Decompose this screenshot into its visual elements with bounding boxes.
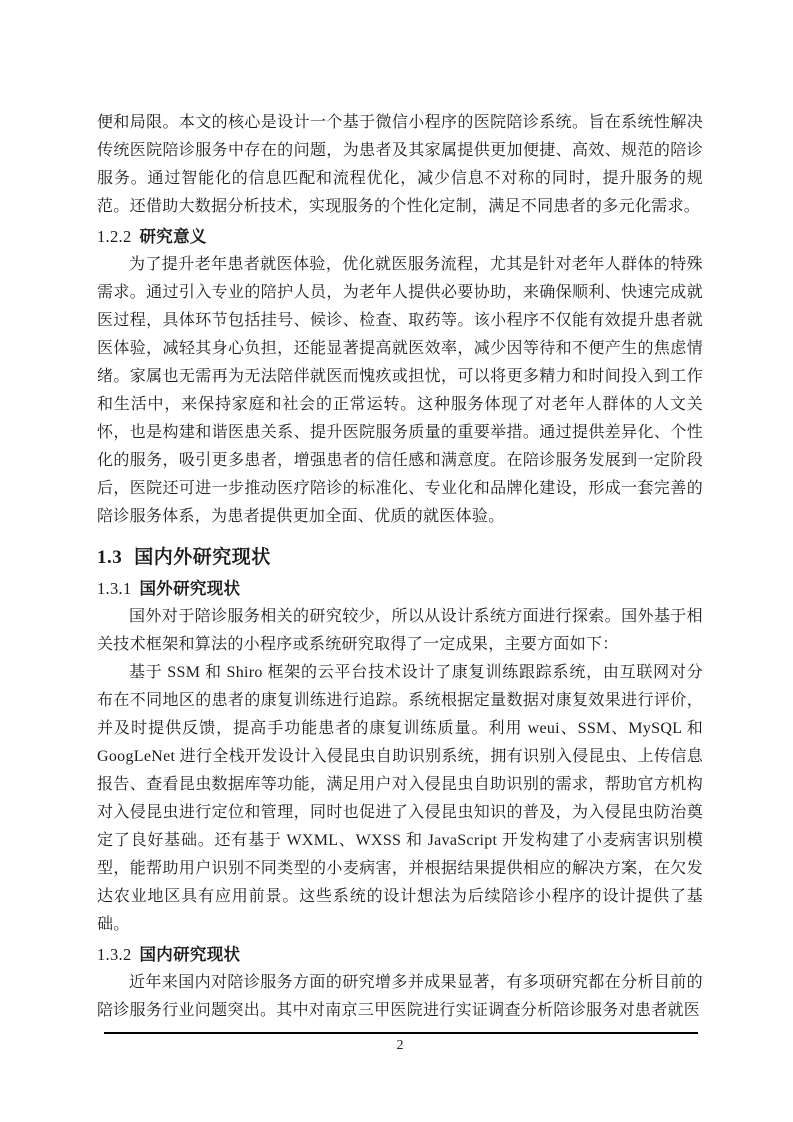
paragraph-intro-continuation: 便和局限。本文的核心是设计一个基于微信小程序的医院陪诊系统。旨在系统性解决传统医院陪诊服务中存在的问题，为患者及其家属提供更加便捷、高效、规范的陪诊服务。通过智能化的信息匹配和流程优化，减少信息不对称的同时，提升服务的规范。还借助大数据分析技术，实现服务的个性化定制，满足不同患者的多元化需求。: [97, 114, 703, 215]
page-number: 2: [396, 1038, 404, 1053]
paragraph-research-significance: 为了提升老年患者就医体验，优化就医服务流程，尤其是针对老年人群体的特殊需求。通过引入专业的陪护人员，为老年人提供必要协助，来确保顺利、快速完成就医过程，具体环节包括挂号、候诊、检查、取药等。该小程序不仅能有效提升患者就医体验，减轻其身心负担，还能显著提高就医效率，减少因等待和不便产生的焦虑情绪。家属也无需再为无法陪伴就医而愧疚或担忧，可以将更多精力和时间投入到工作和生活中，来保持家庭和社会的正常运转。这种服务体现了对老年人群体的人文关怀，也是构建和谐医患关系、提升医院服务质量的重要举措。通过提供差异化、个性化的服务，吸引更多患者，增强患者的信任感和满意度。在陪诊服务发展到一定阶段后，医院还可进一步推动医疗陪诊的标准化、专业化和品牌化建设，形成一套完善的陪诊服务体系，为患者提供更加全面、优质的就医体验。: [97, 256, 703, 525]
heading-number: 1.3.2: [97, 945, 132, 964]
heading-title: 研究意义: [139, 228, 207, 246]
paragraph-foreign-systems: 基于 SSM 和 Shiro 框架的云平台技术设计了康复训练跟踪系统，由互联网对分布在不同地区的患者的康复训练进行追踪。系统根据定量数据对康复效果进行评价，并及时提供反馈，提高手功能患者的康复训练质量。利用 weui、SSM、MySQL 和 GoogLeNet 进行全栈开发设计入侵昆虫自助识别系统，拥有识别入侵昆虫、上传信息报告、查看昆虫数据库等功能，满足用户对入侵昆虫自助识别的需求，帮助官方机构对入侵昆虫进行定位和管理，同时也促进了入侵昆虫知识的普及，为入侵昆虫防治奠定了良好基础。还有基于 WXML、WXSS 和 JavaScript 开发构建了小麦病害识别模型，能帮助用户识别不同类型的小麦病害，并根据结果提供相应的解决方案，在欠发达农业地区具有应用前景。这些系统的设计想法为后续陪诊小程序的设计提供了基础。: [97, 664, 703, 933]
paragraph-foreign-overview: 国外对于陪诊服务相关的研究较少，所以从设计系统方面进行探索。国外基于相关技术框架和算法的小程序或系统研究取得了一定成果，主要方面如下：: [97, 608, 703, 653]
heading-title: 国外研究现状: [139, 580, 241, 598]
heading-title: 国内外研究现状: [134, 547, 271, 568]
paragraph-domestic-overview: 近年来国内对陪诊服务方面的研究增多并成果显著，有多项研究都在分析目前的陪诊服务行业问题突出。其中对南京三甲医院进行实证调查分析陪诊服务对患者就医: [97, 974, 703, 1019]
footer-divider-line: [104, 1032, 698, 1034]
heading-1-3-research-status: [97, 543, 703, 573]
heading-1-2-2-research-significance: [97, 223, 703, 251]
heading-title: 国内研究现状: [139, 946, 241, 964]
heading-1-3-2-domestic-research: [97, 941, 703, 969]
heading-number: 1.2.2: [97, 227, 132, 246]
heading-number: 1.3: [97, 547, 123, 568]
heading-number: 1.3.1: [97, 579, 132, 598]
heading-1-3-1-foreign-research: [97, 575, 703, 603]
page-body-text: [97, 109, 703, 1025]
